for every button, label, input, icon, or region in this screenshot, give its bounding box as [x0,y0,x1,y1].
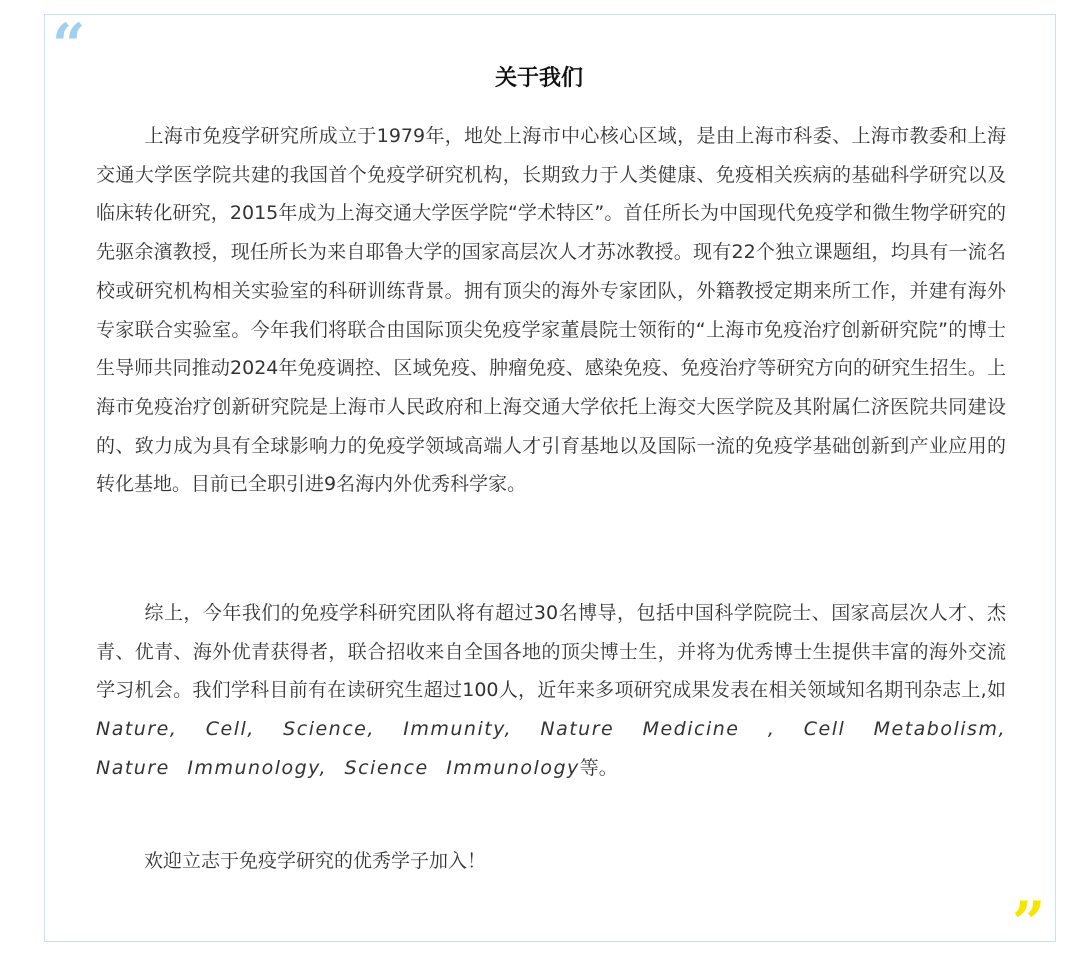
intro-text: 上海市免疫学研究所成立于1979年，地处上海市中心核心区域，是由上海市科委、上海市教委和上海交通大学医学院共建的我国首个免疫学研究机构，长期致力于人类健康、免疫相关疾病的基础科学研究以及临床转化研究，2015年成为上海交通大学医学院“学术特区”。首任所长为中国现代免疫学和微生物学研究的先驱余濱教授，现任所长为来自耶鲁大学的国家高层次人才苏冰教授。现有22个独立课题组，均具有一流名校或研究机构相关实验室的科研训练背景。拥有顶尖的海外专家团队，外籍教授定期来所工作，并建有海外专家联合实验室。今年我们将联合由国际顶尖免疫学家董晨院士领衔的“上海市免疫治疗创新研究院”的博士生导师共同推动2024年免疫调控、区域免疫、肿瘤免疫、感染免疫、免疫治疗等研究方向的研究生招生。上海市免疫治疗创新研究院是上海市人民政府和上海交通大学依托上海交大医学院及其附属仁济医院共同建设的、致力成为具有全球影响力的免疫学领域高端人才引育基地以及国际一流的免疫学基础创新到产业应用的转化基地。目前已全职引进9名海内外优秀科学家。 [96,125,1006,496]
welcome-paragraph [96,842,1006,881]
journal-list: Nature, Cell, Science, Immunity, Nature Medicine , Cell Metabolism, Nature Immunology, Science Immunology [96,718,1006,779]
open-quote-icon: “ [52,11,86,79]
summary-tail: 等。 [579,756,618,779]
close-quote-icon: ” [1012,889,1046,957]
summary-paragraph [96,594,1006,788]
welcome-text: 欢迎立志于免疫学研究的优秀学子加入！ [144,850,487,872]
intro-paragraph [96,117,1006,504]
page-title: 关于我们 [494,66,583,91]
summary-text: 综上，今年我们的免疫学科研究团队将有超过30名博导，包括中国科学院院士、国家高层次人才、杰青、优青、海外优青获得者，联合招收来自全国各地的顶尖博士生，并将为优秀博士生提供丰富的海外交流学习机会。我们学科目前有在读研究生超过100人，近年来多项研究成果发表在相关领域知名期刊杂志上,如 [96,602,1006,702]
